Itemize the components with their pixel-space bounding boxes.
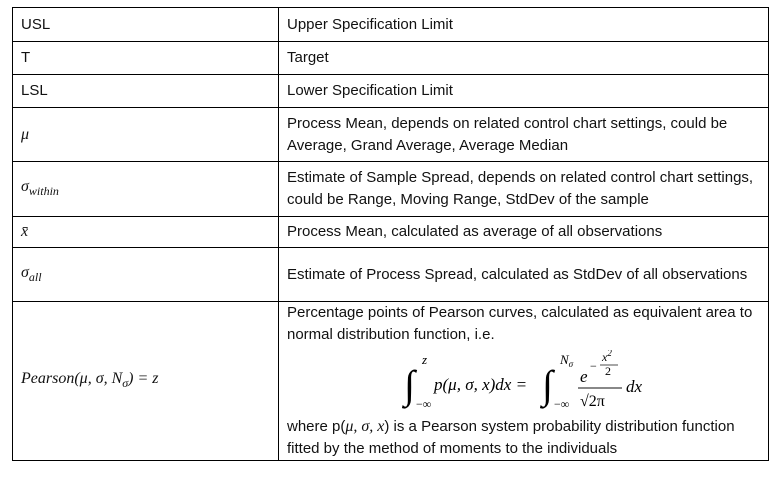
sqrt-denominator: √2π [580, 393, 605, 410]
table-row [13, 8, 769, 42]
integral-upper-limit: $N_\sigma$ [560, 352, 574, 369]
table-row [13, 248, 769, 302]
table-row [13, 75, 769, 108]
description-cell [279, 302, 769, 461]
description-cell: Process Mean, depends on related control chart settings, could be Average, Grand Average, Average Median [279, 108, 769, 162]
description-cell: Upper Specification Limit [279, 8, 769, 42]
symbol-cell: μ [13, 108, 279, 162]
exponent-numerator: $x^2$ [602, 350, 612, 364]
integrand-right: dx [626, 377, 643, 396]
symbol-cell: T [13, 42, 279, 75]
table-row [13, 162, 769, 217]
table-row [13, 42, 769, 75]
description-cell: Target [279, 42, 769, 75]
pearson-where-clause: where p(μ, σ, x) is a Pearson system probability distribution function fitted by the method of moments to the individuals [287, 418, 735, 457]
pearson-formula [402, 350, 760, 412]
pearson-description: Percentage points of Pearson curves, calculated as equivalent area to normal distribution function, i.e. [287, 304, 753, 343]
integrand-left: p(μ, σ, x)dx = [434, 375, 528, 394]
integral-sign: ∫ [542, 362, 553, 407]
symbol-cell: LSL [13, 75, 279, 108]
symbol-cell: USL [13, 8, 279, 42]
exponent-minus: − [590, 359, 597, 373]
description-cell: Lower Specification Limit [279, 75, 769, 108]
symbol-cell: Pearson(μ, σ, $N_\sigma) = z$ [13, 302, 279, 461]
symbol-cell: x̄ [13, 217, 279, 248]
integral-lower-limit: −∞ [554, 397, 570, 411]
description-cell: Process Mean, calculated as average of all observations [279, 217, 769, 248]
exponent-denominator: 2 [605, 364, 611, 378]
integral-sign: ∫ [404, 362, 415, 407]
definitions-table [12, 7, 769, 461]
description-cell: Estimate of Process Spread, calculated as StdDev of all observations [279, 248, 769, 302]
table-row [13, 217, 769, 248]
symbol-cell: $\sigma_{all}$ [13, 248, 279, 302]
exponential-base: e [580, 367, 588, 386]
integral-upper-limit: z [422, 352, 428, 367]
symbol-cell: $\sigma_{within}$ [13, 162, 279, 217]
description-cell: Estimate of Sample Spread, depends on related control chart settings, could be Range, Moving Range, StdDev of the sample [279, 162, 769, 217]
table-row [13, 108, 769, 162]
table-row [13, 302, 769, 461]
integral-lower-limit: −∞ [416, 397, 432, 411]
